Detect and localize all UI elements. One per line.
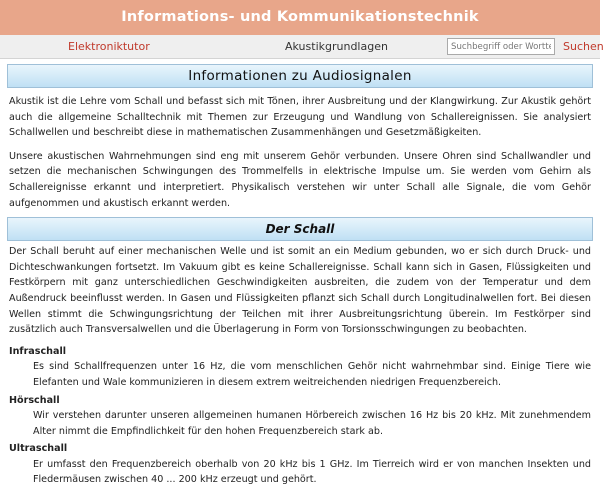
search-button[interactable]: Suchen: [563, 40, 604, 53]
section-title: Der Schall: [265, 222, 335, 237]
section-paragraph: Der Schall beruht auf einer mechanischen Welle und ist somit an ein Medium gebunden, wo er sich durch Druck- und Dichteschwankungen fortsetzt. Im Vakuum gibt es keine Schallereignisse. Schall kann sich in Gasen, Flüssigkeiten und Festkörpern mit ganz unterschiedlichen Geschwindigkeiten ausbreiten, die zudem von der Temperatur und dem Außendruck beeinflusst werden. In Gasen und Flüssigkeiten pflanzt sich Schall durch Longitudinalwellen fort. Bei diesen Wellen stimmt die Schwingungsrichtung der Teilchen mit ihrer Ausbreitungsrichtung überein. Im Festkörper sind zusätzlich auch Transversalwellen und die Überlagerung in Form von Torsionsschwingungen zu beobachten.: [9, 246, 591, 336]
section-heading-bar: [7, 217, 593, 241]
page-title: Informationen zu Audiosignalen: [188, 68, 412, 84]
intro-paragraph: Akustik ist die Lehre vom Schall und befasst sich mit Tönen, ihrer Ausbreitung und der Klangwirkung. Zur Akustik gehört auch die allgemeine Schalltechnik mit Themen zur Erzeugung und Wandlung von Schallereignissen. Sie analysiert Schallwellen und beschreibt diese in mathematischen Zusammenhängen und Gesetzmäßigkeiten.: [9, 96, 591, 139]
nav-current-page: Akustikgrundlagen: [285, 40, 388, 53]
term-ultraschall: Ultraschall: [9, 443, 68, 455]
schall-section: [0, 244, 600, 488]
term-hoerschall: Hörschall: [9, 394, 60, 406]
term-description: Wir verstehen darunter unseren allgemeinen humanen Hörbereich zwischen 16 Hz bis 20 kHz. Mit zunehmendem Alter nimmt die Empfindlichkeit für den hohen Frequenzbereich stark ab.: [33, 410, 591, 437]
term-description: Es sind Schallfrequenzen unter 16 Hz, die vom menschlichen Gehör nicht wahrnehmbar sind. Einige Tiere wie Elefanten und Wale kommunizieren in diesem extrem weitreichenden niedrigen Frequenzbereich.: [33, 361, 591, 388]
site-title: Informations- und Kommunikationstechnik: [121, 9, 479, 25]
intro-paragraph: Unsere akustischen Wahrnehmungen sind eng mit unserem Gehör verbunden. Unsere Ohren sind Schallwandler und setzen die mechanischen Schwingungen des Trommelfells in elektrische Impulse um. Sie werden vom Gehirn als Schallereignisse erkannt und interpretiert. Physikalisch verstehen wir unter Schall alle Signale, die vom Gehör aufgenommen und akustisch erkannt werden.: [9, 150, 591, 209]
term-infraschall: Infraschall: [9, 345, 67, 357]
intro-section: [0, 94, 600, 211]
nav-link-elektroniktutor[interactable]: Elektroniktutor: [68, 40, 150, 53]
search-input[interactable]: [447, 38, 555, 55]
term-description: Er umfasst den Frequenzbereich oberhalb von 20 kHz bis 1 GHz. Im Tierreich wird er von manchen Insekten und Fledermäusen zwischen 40 ... 200 kHz erzeugt und gehört.: [33, 458, 591, 486]
site-banner: [0, 0, 600, 35]
nav-bar: [0, 35, 604, 59]
page-heading-bar: [7, 64, 593, 88]
